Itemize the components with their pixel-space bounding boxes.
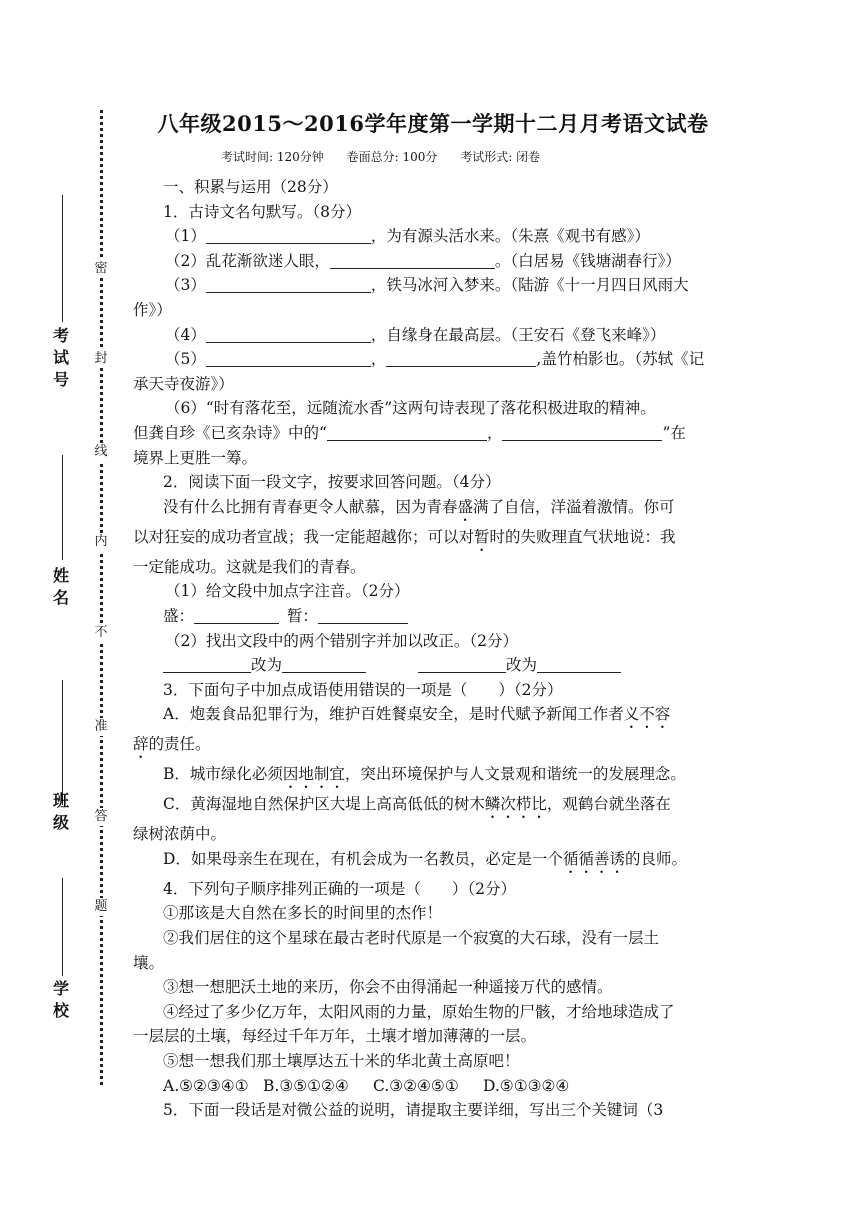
q3-option-b: B．城市绿化必须因地制宜，突出环境保护与人文景观和谐统一的发展理念。 — [163, 765, 686, 784]
answer-blank[interactable] — [206, 276, 371, 293]
field-label-name: 姓 名 — [52, 566, 86, 607]
q1-item-1: （1） ，为有源头活水来。（朱熹《观书有感》） — [165, 227, 650, 246]
q1-item-6-line2: 但龚自珍《已亥杂诗》中的“ ， ”在 — [133, 423, 686, 442]
answer-blank[interactable] — [163, 656, 251, 673]
q1-item-6-cont: 境界上更胜一筹。 — [133, 448, 258, 467]
q1-item-3: （3） ，铁马冰河入梦来。（陆游《十一月四日风雨大 — [165, 276, 689, 295]
q4-option: A.⑤②③④① — [163, 1076, 249, 1095]
exam-title: 八年级2015～2016学年度第一学期十二月月考语文试卷 — [157, 111, 709, 136]
answer-blank[interactable] — [206, 326, 371, 343]
q2-passage-line: 以对狂妄的成功者宣战；我一定能超越你；可以对暂时的失败理直气状地说：我 — [133, 527, 676, 546]
q4-sentence: ②我们居住的这个星球在最古老时代原是一个寂寞的大石球，没有一层土 — [163, 929, 660, 948]
answer-blank[interactable] — [194, 607, 279, 624]
seal-char: 封 — [92, 350, 110, 368]
field-label-exam-no: 考试号 — [52, 326, 69, 389]
field-label-school: 学校 — [52, 979, 69, 1020]
answer-blank[interactable] — [330, 252, 495, 269]
q1-item-3-cont: 作》） — [133, 300, 172, 319]
question-stem: 5．下面一段话是对微公益的说明，请提取主要详细，写出三个关键词（3 — [163, 1101, 664, 1120]
question-stem: 1．古诗文名句默写。（8分） — [163, 202, 361, 221]
answer-blank[interactable] — [386, 350, 536, 367]
q4-sentence-cont: 一层层的土壤，每经过千年万年，土壤才增加薄薄的一层。 — [133, 1027, 537, 1046]
answer-blank[interactable] — [418, 656, 506, 673]
q2-passage-line: 一定能成功。这就是我们的青春。 — [133, 557, 366, 576]
q1-item-5-cont: 承天寺夜游》） — [133, 374, 234, 393]
answer-blank[interactable] — [318, 607, 408, 624]
answer-blank[interactable] — [502, 424, 662, 441]
field-line-class — [62, 680, 63, 805]
q2-sub-1: （1）给文段中加点字注音。（2分） — [165, 582, 410, 601]
question-stem: 3．下面句子中加点成语使用错误的一项是（ ）（2分） — [163, 680, 563, 699]
seal-char: 不 — [92, 624, 110, 642]
q2-sub-2: （2）找出文段中的两个错别字并加以改正。（2分） — [165, 631, 518, 650]
q2-pinyin-row: 盛： 暂： — [133, 604, 733, 629]
answer-blank[interactable] — [206, 227, 371, 244]
q4-sentence: ⑤想一想我们那土壤厚达五十米的华北黄土高原吧！ — [163, 1052, 520, 1071]
binding-margin — [0, 0, 140, 1216]
answer-blank[interactable] — [282, 656, 366, 673]
q4-options — [133, 1074, 733, 1099]
seal-char: 准 — [92, 718, 110, 736]
seal-char: 线 — [92, 443, 110, 461]
q1-item-2: （2）乱花渐欲迷人眼， 。（白居易《钱塘湖春行》） — [165, 251, 681, 270]
q3-option-c: C．黄海湿地自然保护区大堤上高高低低的树木鳞次栉比，观鹤台就坐落在 — [163, 795, 671, 814]
exam-content — [133, 108, 733, 1123]
q4-sentence: ④经过了多少亿万年，太阳风雨的力量，原始生物的尸骸，才给地球造成了 — [163, 1002, 675, 1021]
seal-char: 密 — [92, 260, 110, 278]
q4-option: C.③②④⑤① — [373, 1076, 459, 1095]
q2-passage-line: 没有什么比拥有青春更令人献慕，因为青春盛满了自信，洋溢着激情。你可 — [163, 497, 675, 516]
q4-option: B.③⑤①②④ — [263, 1076, 349, 1095]
field-line-name — [62, 455, 63, 560]
field-line-exam-no — [62, 195, 63, 322]
q4-sentence-cont: 壤。 — [133, 953, 165, 972]
answer-blank[interactable] — [327, 424, 487, 441]
q4-sentence: ①那该是大自然在多长的时间里的杰作！ — [163, 904, 443, 923]
q3-option-d: D．如果母亲生在现在，有机会成为一名教员，必定是一个循循善诱的良师。 — [163, 849, 687, 868]
q4-option: D.⑤①③②④ — [483, 1076, 570, 1095]
question-stem: 2．阅读下面一段文字，按要求回答问题。（4分） — [163, 473, 501, 492]
q3-option-c-cont: 绿树浓荫中。 — [133, 825, 227, 844]
seal-char: 答 — [92, 808, 110, 826]
q1-item-4: （4） ，自缘身在最高层。（王安石《登飞来峰》） — [165, 325, 666, 344]
seal-char: 内 — [92, 533, 110, 551]
exam-info: 考试时间: 120分钟 卷面总分: 100分 考试形式: 闭卷 — [221, 150, 541, 164]
q1-item-5: （5） ， ,盖竹柏影也。（苏轼《记 — [165, 350, 705, 369]
q3-option-a-cont: 辞的责任。 — [133, 735, 211, 754]
field-label-class: 班 级 — [52, 791, 86, 832]
question-stem: 4．下列句子顺序排列正确的一项是（ ）（2分） — [163, 879, 516, 898]
q3-option-a: A．炮轰食品犯罪行为，维护百姓餐桌安全，是时代赋予新闻工作者义不容 — [163, 705, 671, 724]
answer-blank[interactable] — [537, 656, 621, 673]
answer-blank[interactable] — [206, 350, 371, 367]
seal-dotted-line — [100, 110, 103, 1085]
q2-correction-row: 改为 改为 — [133, 653, 733, 678]
field-line-school — [62, 878, 63, 976]
section-heading: 一、积累与运用（28分） — [163, 178, 338, 196]
seal-char: 题 — [92, 898, 110, 916]
q1-item-6: （6）“时有落花至，远随流水香”这两句诗表现了落花积极进取的精神。 — [165, 399, 656, 418]
q4-sentence: ③想一想肥沃土地的来历，你会不由得涌起一种遥接万代的感情。 — [163, 978, 613, 997]
